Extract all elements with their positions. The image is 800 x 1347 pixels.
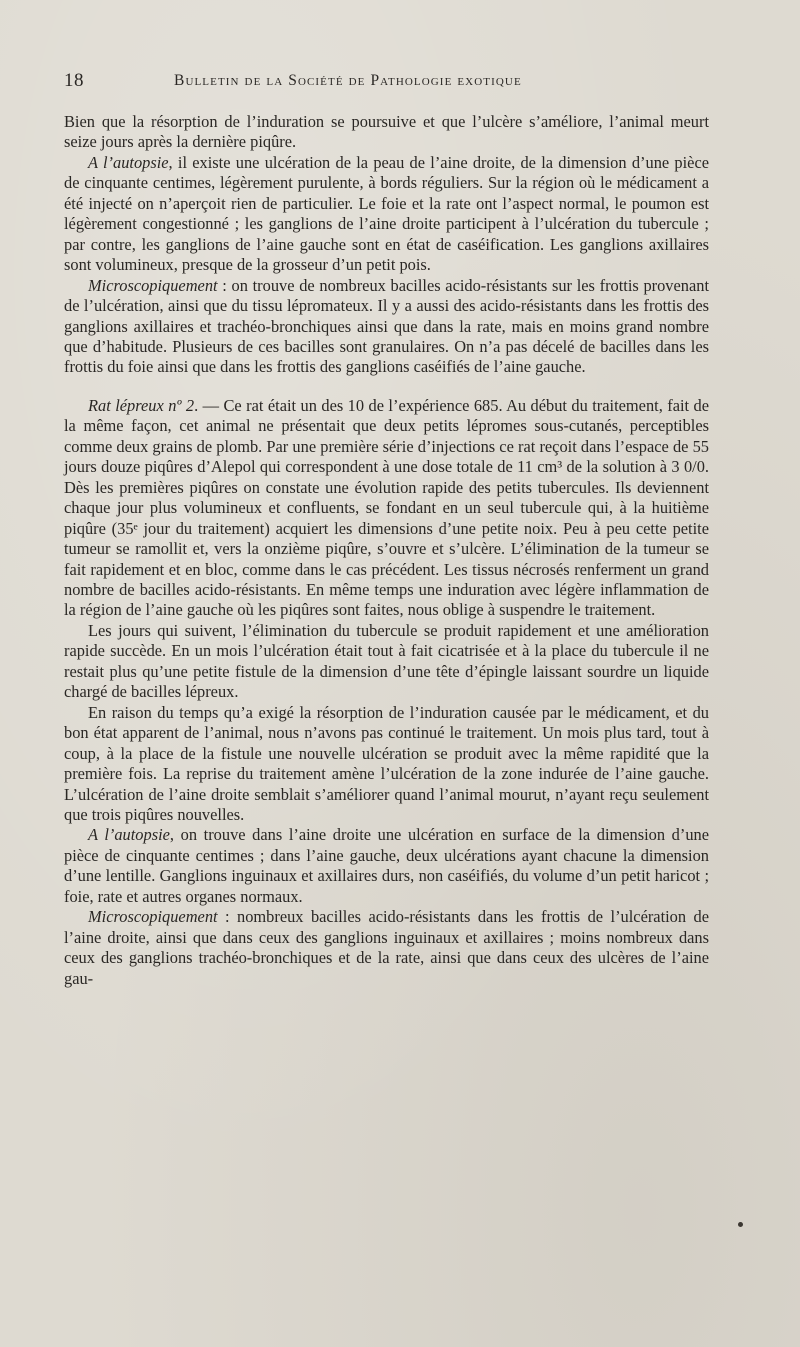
paragraph-text: : on trouve de nombreux bacilles acido-résistants sur les frottis provenant de l’ulcération, ainsi que du tissu lépromateux. Il y a aussi des acido-résistants dans les frottis des ganglions axillaires et trachéo-bronchiques ainsi que dans la rate, mais en moins grand nombre que d’habitude. Plusieurs de ces bacilles sont granulaires. On n’a pas décelé de bacilles dans les frottis du foie ainsi que dans les frottis des ganglions caséifiés de l’aine gauche.	[64, 275, 709, 377]
paragraph-autopsy-rat-1	[64, 153, 709, 276]
paragraph-continuation	[64, 112, 709, 153]
paragraph-lead: A l’autopsie	[88, 152, 169, 172]
paragraph-text: , on trouve dans l’aine droite une ulcération en surface de la dimension d’une pièce de cinquante centimes ; dans l’aine gauche, deux ulcérations ayant chacune la dimension d’une lentille. Ganglions inguinaux et axillaires durs, non caséifiés, du volume d’un petit haricot ; foie, rate et autres organes normaux.	[64, 825, 709, 906]
journal-title: Bulletin de la Société de Pathologie exotique	[174, 72, 522, 89]
paragraph-text: En raison du temps qu’a exigé la résorption de l’induration causée par le médicament, et du bon état apparent de l’animal, nous n’avons pas continué le traitement. Un mois plus tard, tout à coup, à la place de la fistule une nouvelle ulcération se produit avec la même rapidité que la première fois. La reprise du traitement amène l’ulcération de la zone indurée de l’aine gauche. L’ulcération de l’aine droite semblait s’améliorer quand l’animal mourut, n’ayant reçu seulement que trois piqûres nouvelles.	[64, 702, 709, 824]
paragraph-microscopy-rat-2	[64, 907, 709, 989]
paragraph-autopsy-rat-2	[64, 825, 709, 907]
paragraph-treatment-resumed	[64, 703, 709, 826]
paragraph-lead: Microscopiquement	[88, 907, 218, 927]
paragraph-following-days	[64, 621, 709, 703]
paragraph-text: , il existe une ulcération de la peau de l’aine droite, de la dimension d’une pièce de cinquante centimes, légèrement purulente, à bords réguliers. Sur la région où le médicament a été injecté on n’aperçoit rien de particulier. Le foie et la rate ont l’aspect normal, le poumon est légèrement congestionné ; les ganglions de l’aine droite participent à l’ulcération du tubercule ; par contre, les ganglions de l’aine gauche sont en état de caséification. Les ganglions axillaires sont volumineux, presque de la grosseur d’un petit pois.	[64, 152, 709, 275]
paragraph-text: . — Ce rat était un des 10 de l’expérience 685. Au début du traitement, fait de la même façon, cet animal ne présentait que deux petits lépromes sous-cutanés, perceptibles comme deux grains de plomb. Par une première série d’injections ce rat reçoit dans l’espace de 55 jours douze piqûres d’Alepol qui correspondent à une dose totale de 11 cm³ de la solution à 3 0/0. Dès les premières piqûres on constate une évolution rapide des petits tubercules. Ils deviennent chaque jour plus volumineux et confluents, se fondant en un seul tubercule qui, à la huitième piqûre (35ᵉ jour du traitement) acquiert les dimensions d’une petite noix. Peu à peu cette petite tumeur se ramollit et, vers la onzième piqûre, s’ouvre et s’ulcère. L’élimination de la tumeur se fait rapidement et en bloc, comme dans le cas précédent. Les tissus nécrosés renferment un grand nombre de bacilles acido-résistants. En même temps une induration avec légère inflammation de la région de l’aine gauche où les piqûres sont faites, nous oblige à suspendre le traitement.	[64, 395, 710, 620]
paragraph-lead: Rat lépreux nº 2	[88, 395, 195, 415]
ink-speck	[738, 1222, 743, 1227]
running-head	[64, 70, 716, 94]
paragraph-text: Les jours qui suivent, l’élimination du tubercule se produit rapidement et une amélioration rapide succède. En un mois l’ulcération était tout à fait cicatrisée et à la place du tubercule il ne restait plus qu’une petite fistule de la dimension d’une tête d’épingle laissant sourdre un liquide chargé de bacilles lépreux.	[64, 620, 709, 702]
paragraph-lead: A l’autopsie	[88, 825, 170, 845]
page-number: 18	[64, 70, 84, 91]
article-body	[64, 112, 709, 989]
paragraph-rat-2	[64, 396, 709, 621]
paragraph-text: : nombreux bacilles acido-résistants dans les frottis de l’ulcération de l’aine droite, ainsi que dans ceux des ganglions inguinaux et axillaires ; moins nombreux dans ceux des ganglions trachéo-bronchiques et de la rate, ainsi que dans ceux des ulcères de l’aine gau-	[64, 907, 709, 988]
paragraph-lead: Microscopiquement	[88, 275, 218, 295]
paragraph-microscopy-rat-1	[64, 276, 709, 378]
paragraph-text: Bien que la résorption de l’induration se poursuive et que l’ulcère s’améliore, l’animal meurt seize jours après la dernière piqûre.	[64, 112, 709, 152]
